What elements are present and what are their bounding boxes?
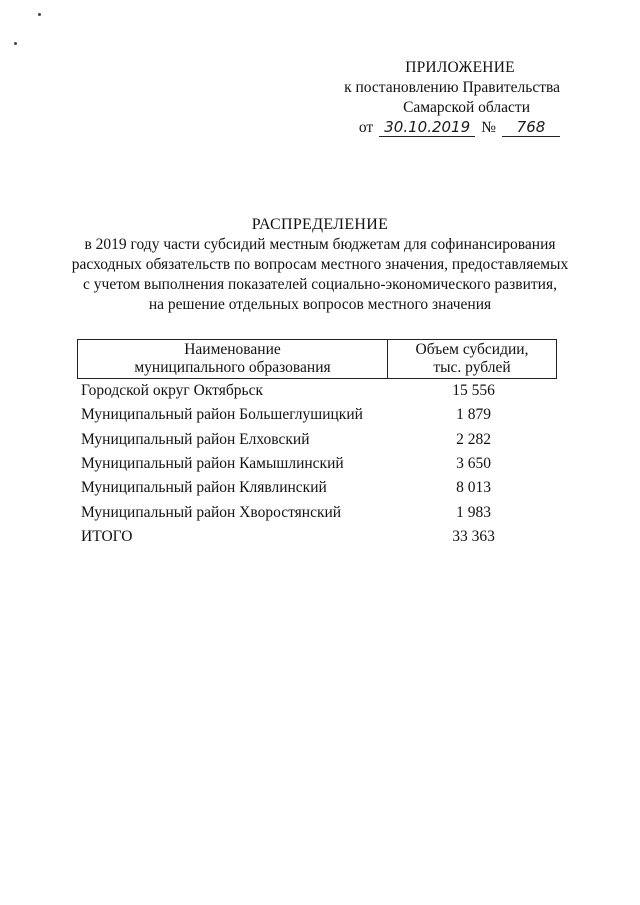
appendix-date-line [320, 118, 560, 138]
header-name-line-1: Наименование [184, 341, 281, 358]
heading-title: РАСПРЕДЕЛЕНИЕ [251, 216, 389, 233]
number-sign: № [481, 119, 496, 136]
document-heading [60, 215, 580, 315]
appendix-block [320, 58, 560, 138]
subsidy-table [77, 339, 557, 549]
handwritten-date: 30.10.2019 [379, 119, 475, 137]
row-name: Городской округ Октябрьск [81, 382, 263, 400]
table-row [77, 379, 557, 403]
appendix-line-2: Самарской области [403, 99, 530, 116]
header-amount-column [388, 340, 556, 378]
row-name: Муниципальный район Клявлинский [81, 479, 327, 497]
heading-line-3: с учетом выполнения показателей социально-экономического развития, [83, 276, 557, 293]
row-amount: 3 650 [456, 455, 491, 473]
header-name-line-2: муниципального образования [134, 359, 331, 376]
row-name: Муниципальный район Хворостянский [81, 503, 342, 521]
table-row [77, 452, 557, 476]
table-header [77, 339, 557, 379]
handwritten-number: 768 [502, 119, 560, 137]
row-amount: 1 879 [456, 406, 491, 424]
total-amount: 33 363 [452, 527, 495, 545]
date-prefix: от [358, 119, 374, 136]
appendix-title: ПРИЛОЖЕНИЕ [405, 59, 515, 76]
row-name: Муниципальный район Елховский [81, 430, 310, 448]
row-name: Муниципальный район Камышлинский [81, 455, 344, 473]
heading-line-4: на решение отдельных вопросов местного значения [148, 296, 492, 313]
table-row [77, 403, 557, 427]
table-row [77, 500, 557, 524]
row-amount: 2 282 [456, 430, 491, 448]
row-amount: 8 013 [456, 479, 491, 497]
table-row [77, 476, 557, 500]
row-name: Муниципальный район Большеглушицкий [81, 406, 363, 424]
table-total-row [77, 525, 557, 549]
appendix-line-1: к постановлению Правительства [344, 79, 560, 96]
header-amount-line-2: тыс. рублей [433, 359, 511, 376]
scan-speck [38, 13, 41, 16]
table-row [77, 428, 557, 452]
header-amount-line-1: Объем субсидии, [415, 341, 529, 358]
row-amount: 15 556 [452, 382, 495, 400]
row-amount: 1 983 [456, 503, 491, 521]
total-label: ИТОГО [81, 527, 133, 545]
header-name-column [78, 340, 388, 378]
heading-line-2: расходных обязательств по вопросам местного значения, предоставляемых [71, 256, 569, 273]
scan-speck [14, 42, 17, 45]
heading-line-1: в 2019 году части субсидий местным бюджетам для софинансирования [84, 236, 556, 253]
